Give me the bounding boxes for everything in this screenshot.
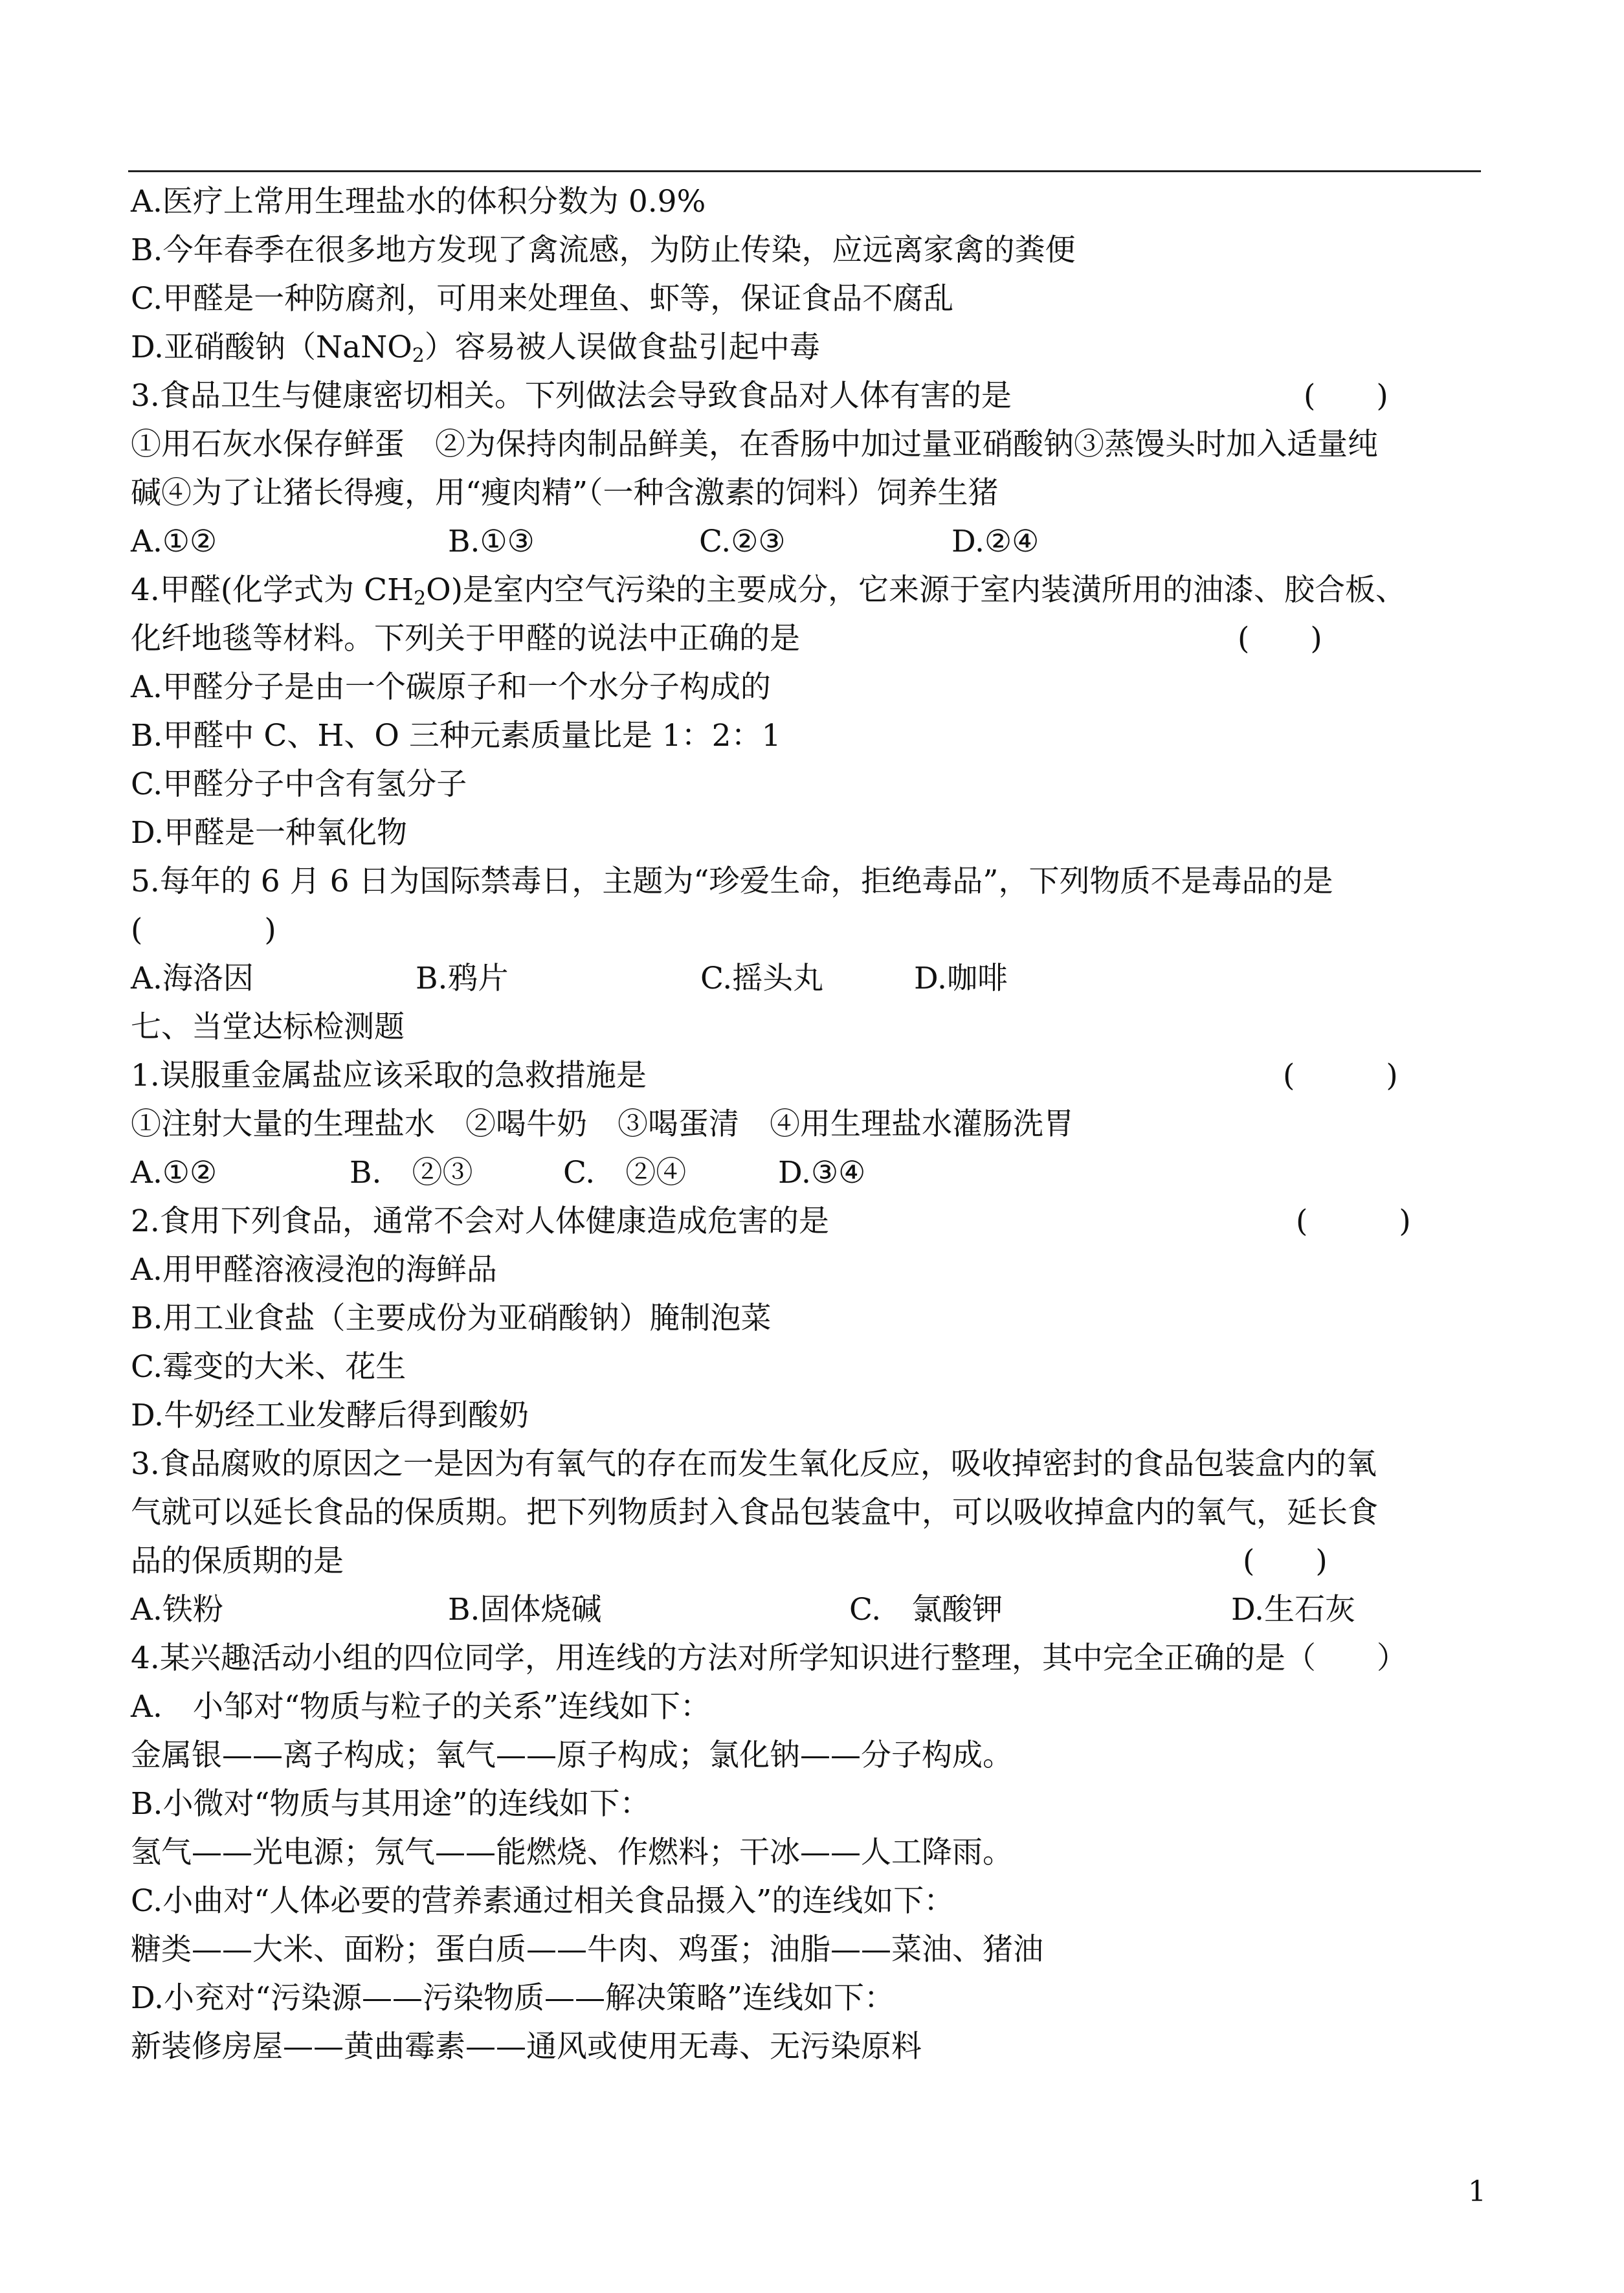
option-line: [131, 1974, 1490, 2022]
question-line: [131, 1634, 1490, 1683]
option-line: [131, 663, 1490, 711]
text: D.甲醛是一种氧化物: [131, 815, 407, 851]
text-line: [131, 1828, 1490, 1877]
header-rule: [128, 170, 1481, 172]
text: C.甲醛分子中含有氢分子: [131, 766, 467, 802]
question-text: 3.食品卫生与健康密切相关。下列做法会导致食品对人体有害的是: [131, 378, 1012, 414]
choice-a: A.铁粉: [131, 1592, 223, 1627]
text: 2.食用下列食品，通常不会对人体健康造成危害的是: [131, 1203, 829, 1239]
text-line: [131, 469, 1490, 517]
option-line: [131, 323, 1490, 372]
text: 碱④为了让猪长得瘦，用“瘦肉精”（一种含激素的饲料）饲养生猪: [131, 475, 999, 511]
option-line: [131, 1246, 1490, 1294]
text: A.用甲醛溶液浸泡的海鲜品: [131, 1252, 497, 1288]
text: D.小兖对“污染源——污染物质——解决策略”连线如下：: [131, 1980, 895, 2016]
choice-c: C.②③: [699, 524, 786, 559]
text-line: [131, 1731, 1490, 1780]
question-line: [131, 566, 1490, 614]
choice-b: B. ②③: [350, 1155, 473, 1191]
question-line: [131, 1440, 1490, 1488]
question-line: [131, 857, 1490, 906]
question-line: [131, 1197, 1490, 1246]
answer-bracket: ( ): [1243, 1543, 1328, 1579]
question-line: [131, 1051, 1490, 1100]
text: B.小微对“物质与其用途”的连线如下：: [131, 1786, 651, 1822]
choice-b: B.①③: [448, 524, 535, 559]
choice-d: D.咖啡: [914, 961, 1008, 996]
option-line: [131, 1343, 1490, 1391]
subscript: 2: [414, 587, 427, 610]
text: A. 小邹对“物质与粒子的关系”连线如下：: [131, 1689, 711, 1725]
choices-line: [131, 517, 1490, 566]
text: A.甲醛分子是由一个碳原子和一个水分子构成的: [131, 669, 771, 705]
option-line: [131, 1391, 1490, 1440]
text: B.用工业食盐（主要成份为亚硝酸钠）腌制泡菜: [131, 1301, 772, 1336]
choice-c: C.摇头丸: [700, 961, 824, 996]
text: C.小曲对“人体必要的营养素通过相关食品摄入”的连线如下：: [131, 1883, 955, 1919]
answer-bracket: ( ): [1304, 378, 1388, 414]
text: 1.误服重金属盐应该采取的急救措施是: [131, 1058, 647, 1093]
subscript: 2: [412, 344, 425, 367]
text: O)是室内空气污染的主要成分，它来源于室内装潢所用的油漆、胶合板、: [426, 572, 1407, 608]
question-line: [131, 1537, 1490, 1585]
choice-c: C. ②④: [563, 1155, 687, 1191]
text: 3.食品腐败的原因之一是因为有氧气的存在而发生氧化反应，吸收掉密封的食品包装盒内的氧: [131, 1446, 1377, 1482]
choices-line: [131, 954, 1490, 1003]
choice-d: D.生石灰: [1231, 1592, 1355, 1627]
text: B.甲醛中 C、H、O 三种元素质量比是 1：2：1: [131, 718, 781, 754]
question-line: [131, 1488, 1490, 1537]
choice-c: C. 氯酸钾: [849, 1592, 1003, 1627]
option-line: [131, 760, 1490, 809]
answer-bracket: ( ): [1238, 621, 1322, 656]
answer-bracket-line: [131, 906, 1490, 954]
choices-line: [131, 1585, 1490, 1634]
text: 化纤地毯等材料。下列关于甲醛的说法中正确的是: [131, 621, 800, 656]
text: D.牛奶经工业发酵后得到酸奶: [131, 1398, 529, 1433]
text: 4.甲醛(化学式为 CH: [131, 572, 414, 608]
option-line: [131, 1294, 1490, 1343]
text: ①用石灰水保存鲜蛋 ②为保持肉制品鲜美，在香肠中加过量亚硝酸钠③蒸馒头时加入适量纯: [131, 427, 1378, 462]
document-body: [131, 177, 1490, 2071]
text: 4.某兴趣活动小组的四位同学，用连线的方法对所学知识进行整理，其中完全正确的是（ ）: [131, 1640, 1407, 1676]
text: 金属银——离子构成；氧气——原子构成；氯化钠——分子构成。: [131, 1738, 1013, 1773]
text: 糖类——大米、面粉；蛋白质——牛肉、鸡蛋；油脂——菜油、猪油: [131, 1932, 1043, 1967]
option-line: [131, 177, 1490, 226]
text: C.甲醛是一种防腐剂，可用来处理鱼、虾等，保证食品不腐乱: [131, 281, 954, 317]
choice-a: A.海洛因: [131, 961, 254, 996]
text: 氢气——光电源；氖气——能燃烧、作燃料；干冰——人工降雨。: [131, 1835, 1013, 1870]
answer-bracket: ( ): [1296, 1203, 1411, 1239]
option-line: [131, 1683, 1490, 1731]
text: 七、当堂达标检测题: [131, 1009, 405, 1045]
text: B.今年春季在很多地方发现了禽流感，为防止传染，应远离家禽的粪便: [131, 232, 1076, 268]
text-line: [131, 2022, 1490, 2071]
choice-b: B.固体烧碱: [448, 1592, 602, 1627]
text: 气就可以延长食品的保质期。把下列物质封入食品包装盒中，可以吸收掉盒内的氧气，延长食: [131, 1495, 1378, 1530]
answer-bracket: ( ): [1283, 1058, 1398, 1093]
choice-d: D.③④: [778, 1155, 866, 1191]
text: D.亚硝酸钠（NaNO: [131, 330, 412, 365]
option-line: [131, 1877, 1490, 1925]
text: 品的保质期的是: [131, 1543, 344, 1579]
text: C.霉变的大米、花生: [131, 1349, 406, 1385]
choice-b: B.鸦片: [416, 961, 509, 996]
option-line: [131, 711, 1490, 760]
text: A.医疗上常用生理盐水的体积分数为 0.9%: [131, 184, 706, 219]
choice-a: A.①②: [131, 1155, 217, 1191]
text-line: [131, 1925, 1490, 1974]
page-number: 1: [1468, 2175, 1486, 2208]
text: ①注射大量的生理盐水 ②喝牛奶 ③喝蛋清 ④用生理盐水灌肠洗胃: [131, 1106, 1074, 1142]
text-line: [131, 1100, 1490, 1148]
choices-line: [131, 1148, 1490, 1197]
text-line: [131, 420, 1490, 469]
choice-a: A.①②: [131, 524, 217, 559]
choice-d: D.②④: [951, 524, 1040, 559]
option-line: [131, 1780, 1490, 1828]
option-line: [131, 274, 1490, 323]
text: ）容易被人误做食盐引起中毒: [424, 330, 820, 365]
question-line: [131, 372, 1490, 420]
question-line: [131, 614, 1490, 663]
option-line: [131, 809, 1490, 857]
section-heading: [131, 1003, 1490, 1051]
text: 新装修房屋——黄曲霉素——通风或使用无毒、无污染原料: [131, 2029, 922, 2064]
answer-bracket: ( ): [131, 912, 276, 948]
text: 5.每年的 6 月 6 日为国际禁毒日，主题为“珍爱生命，拒绝毒品”，下列物质不是毒品的是: [131, 864, 1333, 899]
option-line: [131, 226, 1490, 274]
